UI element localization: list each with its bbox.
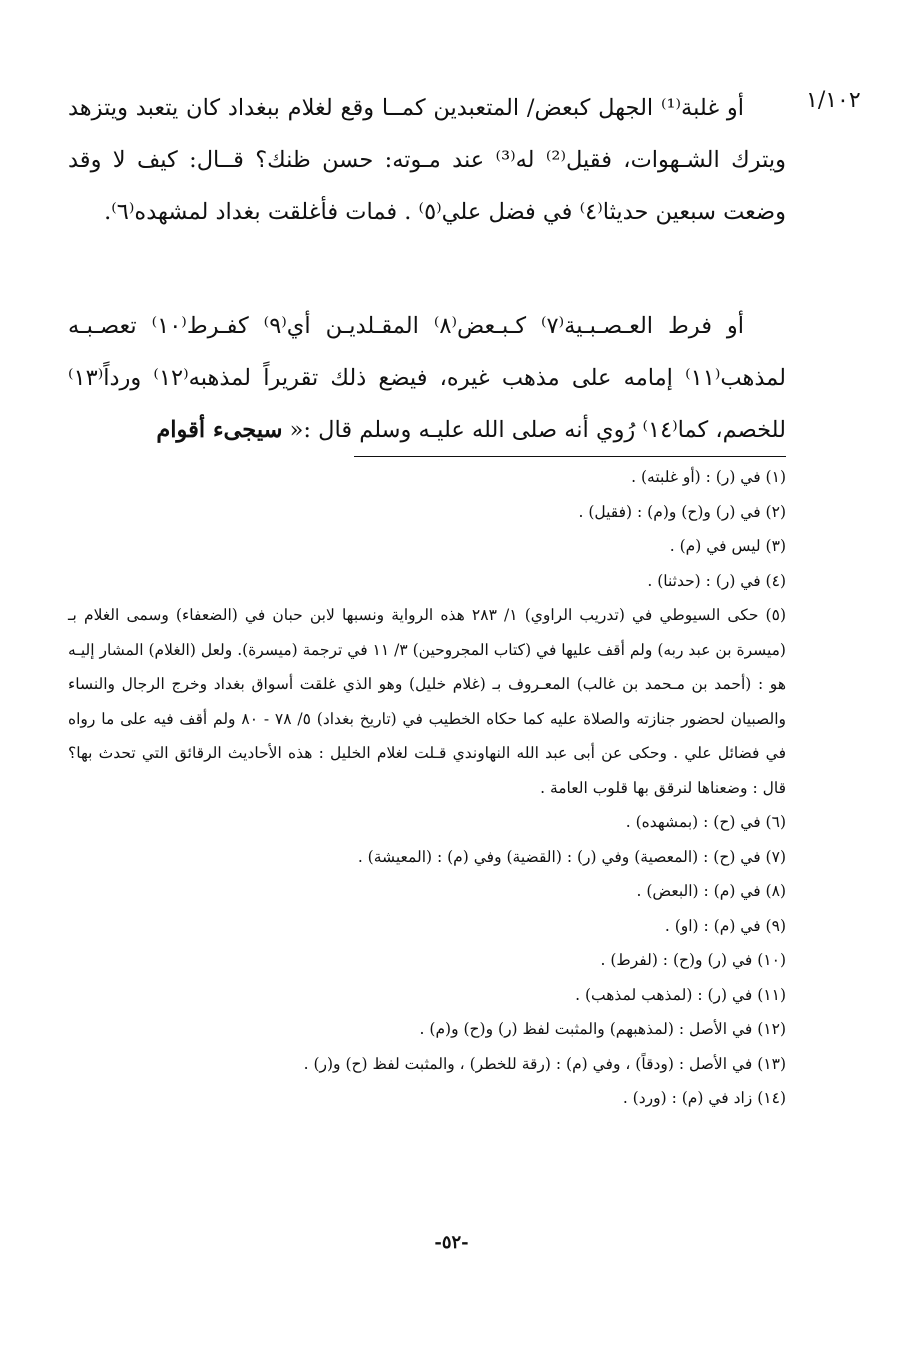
- footnote-7: (٧) في (ح) : (المعصية) وفي (ر) : (القضية) وفي (م) : (المعيشة) .: [357, 847, 786, 866]
- footnotes-section: [68, 460, 786, 1116]
- footnote-2: (٢) في (ر) و(ح) و(م) : (فقيل) .: [578, 502, 786, 521]
- paragraph-2-text: أو فرط العـصـبـية⁽٧⁾ كـبـعض⁽٨⁾ المقـلديـن أي⁽٩⁾ كفـرط⁽١٠⁾ تعصـبـه لمذهب⁽١١⁾ إمامه على مذهب غيره، فيضع ذلك تقريراً لمذهبه⁽١٢⁾ ورداً⁽١٣⁾ للخصم، كما⁽١٤⁾ رُوي أنه صلى الله عليـه وسلم قال :«: [68, 313, 786, 443]
- footnote-3: (٣) ليس في (م) .: [669, 537, 786, 555]
- paragraph-2-container: [68, 300, 786, 456]
- footnote-separator-rule: [354, 456, 786, 457]
- main-text-paragraph-2: [68, 300, 786, 456]
- footnote-6: (٦) في (ح) : (بمشهده) .: [625, 813, 786, 831]
- footnote-8: (٨) في (م) : (البعض) .: [636, 882, 786, 900]
- footnote-4: (٤) في (ر) : (حدثنا) .: [647, 571, 786, 590]
- main-text-paragraph-1: [68, 82, 786, 238]
- footnote-1: (١) في (ر) : (أو غلبته) .: [631, 468, 786, 486]
- footnote-12: (١٢) في الأصل : (لمذهبهم) والمثبت لفظ (ر) و(ح) و(م) .: [419, 1020, 786, 1038]
- footnote-5: (٥) حكى السيوطي في (تدريب الراوي) ١/ ٢٨٣ هذه الرواية ونسبها لابن حبان في (الضعفاء) وسمى الغلام بـ (ميسرة بن عبد ربه) ولم أقف عليها في (كتاب المجروحين) ٣/ ١١ في ترجمة (ميسرة). ولعل (الغلام) المشار إليـه هو : (أحمد بن مـحمد بن غالب) المعـروف بـ (غلام خليل) وهو الذي غلقت أسواق بغداد وخرج الرجال والنساء والصبيان لحضور جنازته والصلاة عليه كما حكاه الخطيب في (تاريخ بغداد) ٥/ ٧٨ - ٨٠ ولم أقف فيه على ما رواه في فضائل علي . وحكى عن أبى عبد الله النهاوندي قـلت لغلام الخليل : هذه الأحاديث الرقائق التي تحدث بها؟ قال : وضعناها لنرقق بها قلوب العامة .: [68, 606, 787, 797]
- paragraph-2-bold-quote: سيجىء أقوام: [156, 417, 283, 443]
- footnote-10: (١٠) في (ر) و(ح) : (لفرط) .: [600, 951, 786, 969]
- paragraph-1-text: أو غلبة⁽¹⁾ الجهل كبعض/ المتعبدين كمــا وقع لغلام ببغداد كان يتعبد ويتزهد ويترك الشـهوات، فقيل⁽²⁾ له⁽³⁾ عند مـوته: حسن ظنك؟ قــال: كيف لا وقد وضعت سبعين حديثا⁽٤⁾ في فضل علي⁽٥⁾ . فمات فأغلقت بغداد لمشهده⁽٦⁾.: [68, 95, 786, 225]
- footnote-11: (١١) في (ر) : (لمذهب لمذهب) .: [575, 985, 786, 1004]
- footnote-13: (١٣) في الأصل : (ودقاً) ، وفي (م) : (رقة للخطر) ، والمثبت لفظ (ح) و(ر) .: [303, 1054, 786, 1073]
- footnote-14: (١٤) زاد في (م) : (ورد) .: [622, 1089, 786, 1107]
- page-number: -٥٢-: [434, 1232, 469, 1253]
- footnote-9: (٩) في (م) : (او) .: [664, 916, 786, 935]
- manuscript-folio-reference: ١/١٠٢: [806, 88, 861, 113]
